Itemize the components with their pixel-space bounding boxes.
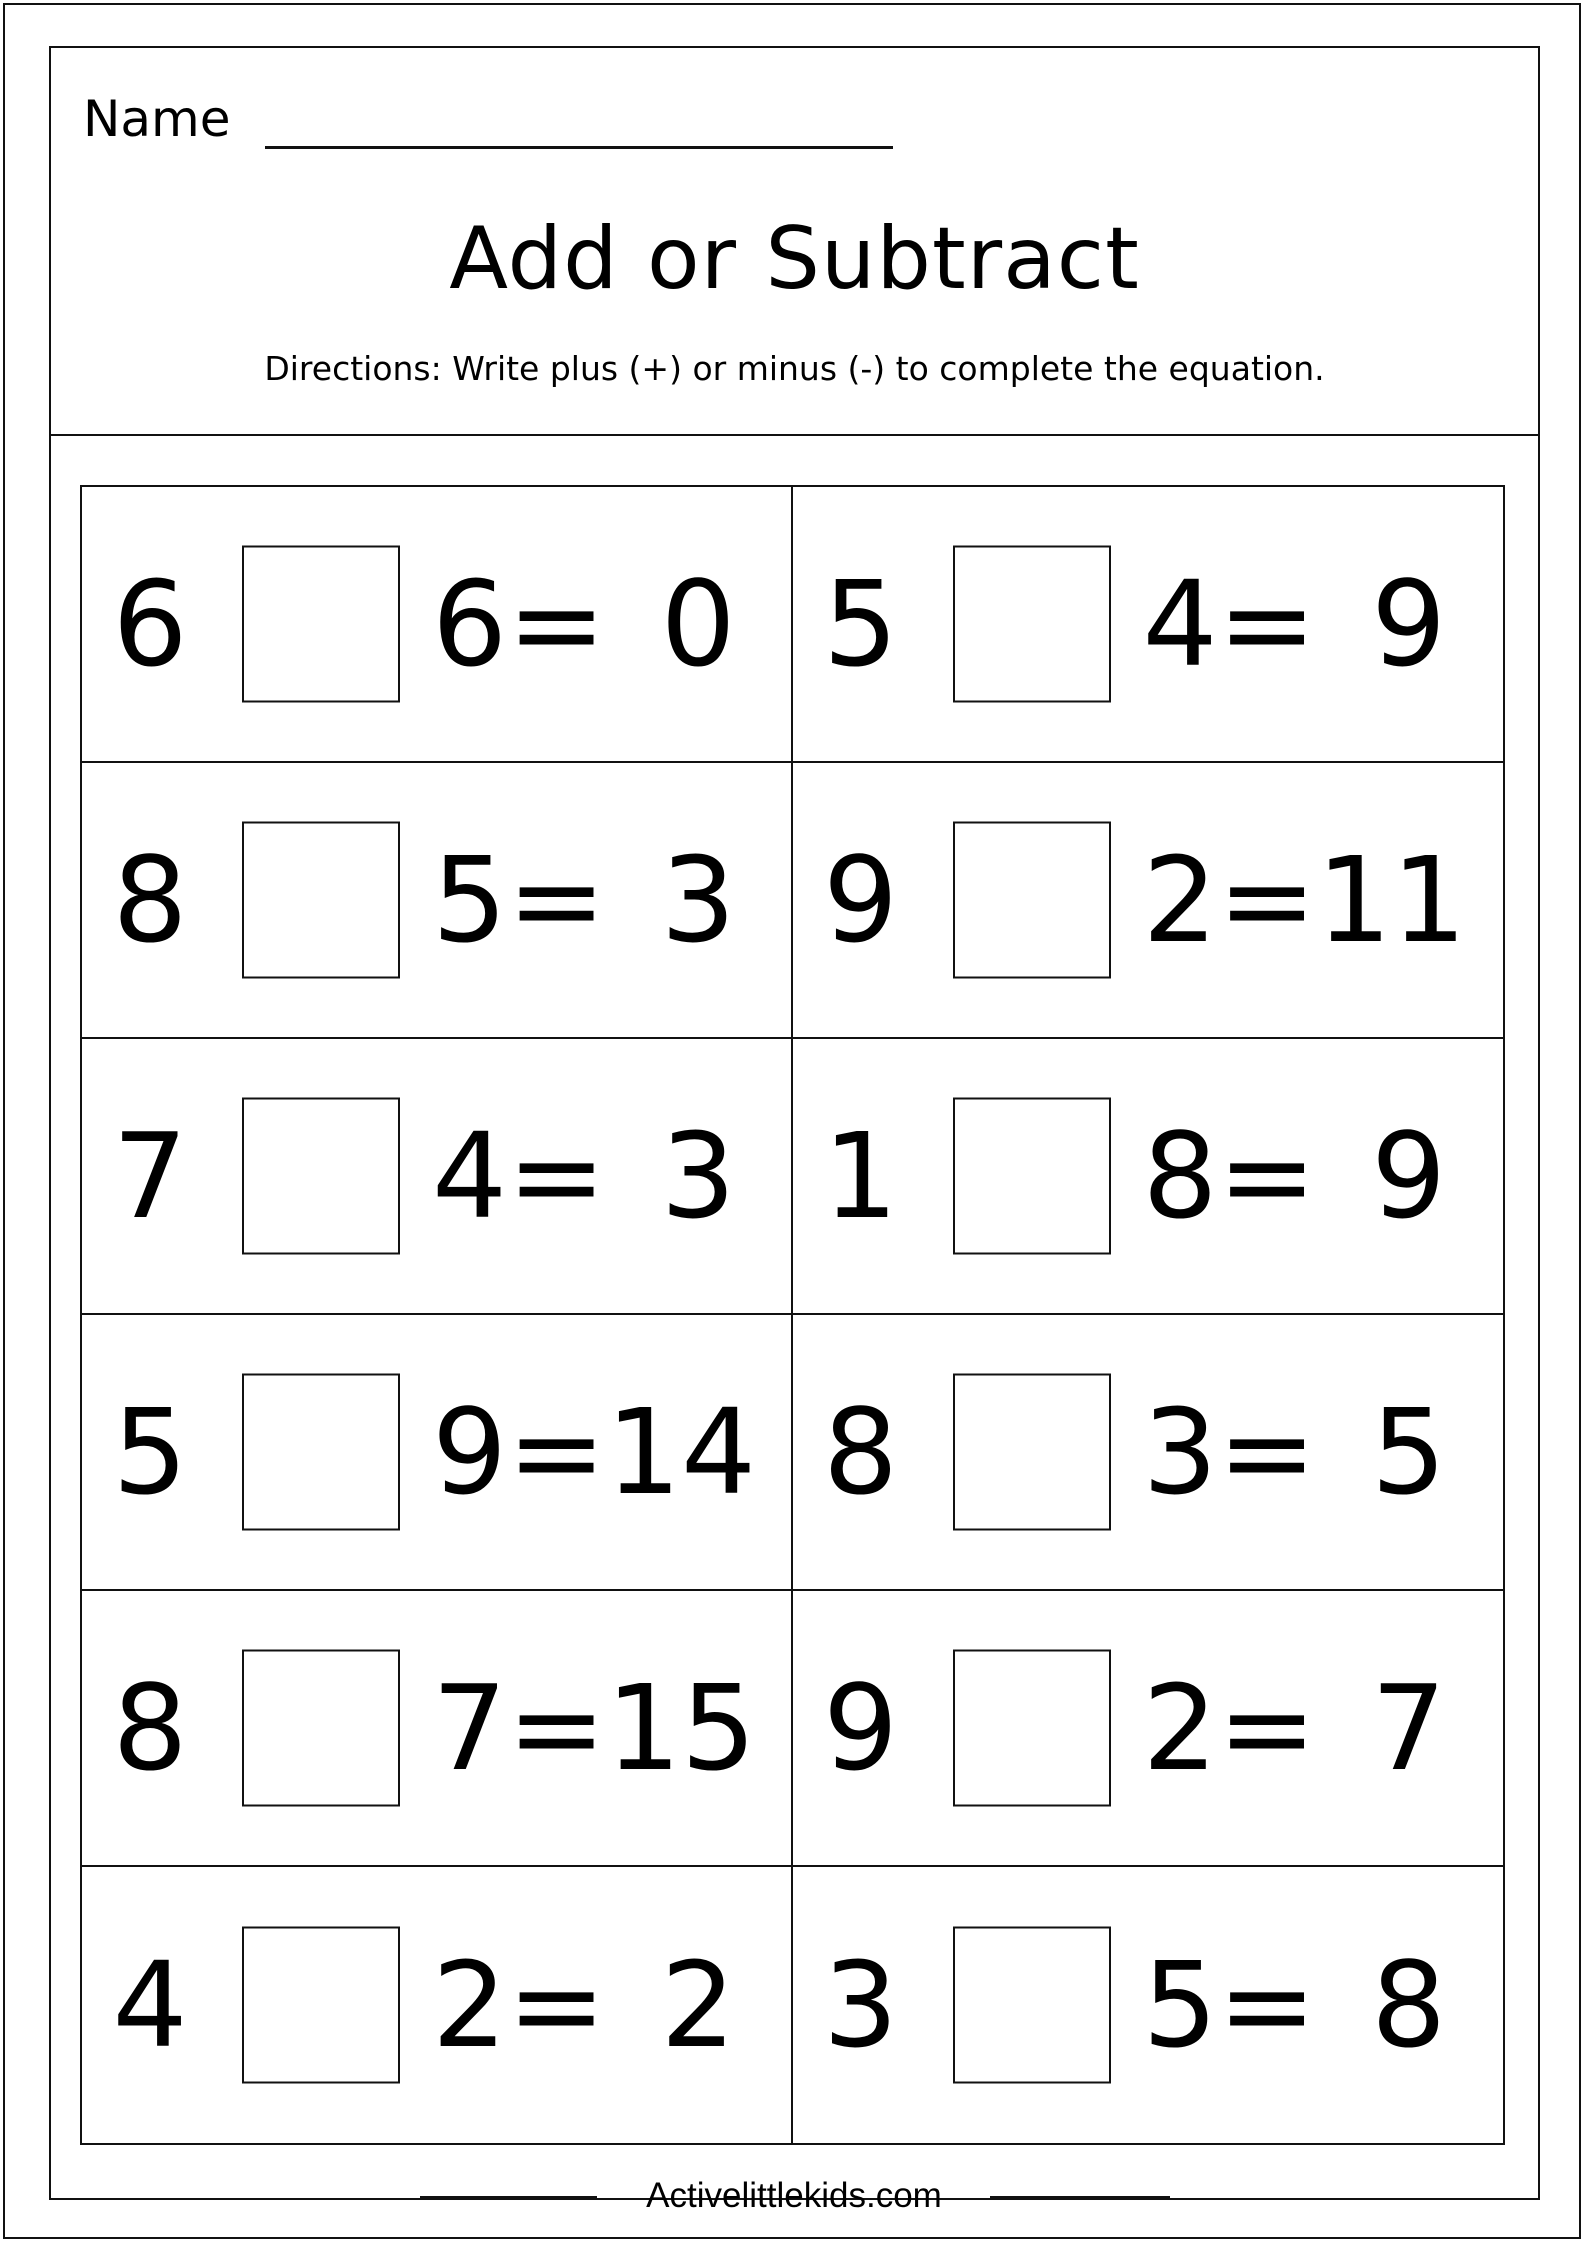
- equation-rhs: [432, 1659, 757, 1797]
- equation-rhs: [1142, 555, 1447, 693]
- equation-rhs: [1142, 831, 1467, 969]
- operator-answer-box[interactable]: [953, 1374, 1111, 1531]
- name-label: Name: [83, 90, 231, 148]
- equals-sign: =: [1217, 831, 1317, 969]
- footer-divider-right: [990, 2196, 1170, 2198]
- equals-sign: =: [1217, 1383, 1317, 1521]
- problem-cell: [82, 487, 793, 763]
- operator-answer-box[interactable]: [953, 546, 1111, 703]
- equals-sign: =: [507, 1936, 606, 2074]
- second-number: 4: [1142, 555, 1218, 693]
- second-number: 7: [432, 1659, 508, 1797]
- problem-cell: [82, 1591, 793, 1867]
- equals-sign: =: [507, 1659, 606, 1797]
- problem-cell: [82, 1315, 793, 1591]
- equals-sign: =: [507, 1383, 606, 1521]
- equation-rhs: [432, 831, 736, 969]
- result-number: 3: [660, 1107, 736, 1245]
- result-number: 5: [1371, 1383, 1447, 1521]
- equation-rhs: [1142, 1659, 1447, 1797]
- first-number: 9: [822, 831, 899, 969]
- equals-sign: =: [1217, 555, 1317, 693]
- second-number: 5: [1142, 1936, 1218, 2074]
- result-number: 15: [605, 1659, 757, 1797]
- equals-sign: =: [507, 555, 606, 693]
- problem-cell: [793, 1867, 1504, 2143]
- directions-text: Directions: Write plus (+) or minus (-) to complete the equation.: [264, 349, 1325, 388]
- problem-cell: [82, 1039, 793, 1315]
- operator-answer-box[interactable]: [953, 1098, 1111, 1255]
- operator-answer-box[interactable]: [953, 1650, 1111, 1807]
- second-number: 9: [432, 1383, 508, 1521]
- second-number: 2: [1142, 1659, 1218, 1797]
- equals-sign: =: [1217, 1107, 1317, 1245]
- result-number: 9: [1371, 1107, 1447, 1245]
- result-number: 9: [1371, 555, 1447, 693]
- equation-rhs: [432, 1936, 736, 2074]
- result-number: 2: [660, 1936, 736, 2074]
- result-number: 11: [1316, 831, 1467, 969]
- second-number: 4: [432, 1107, 508, 1245]
- result-number: 8: [1371, 1936, 1447, 2074]
- result-number: 3: [660, 831, 736, 969]
- operator-answer-box[interactable]: [242, 1927, 400, 2084]
- equation-rhs: [1142, 1936, 1447, 2074]
- operator-answer-box[interactable]: [242, 1098, 400, 1255]
- first-number: 8: [822, 1383, 899, 1521]
- operator-answer-box[interactable]: [953, 822, 1111, 979]
- second-number: 2: [1142, 831, 1218, 969]
- second-number: 6: [432, 555, 508, 693]
- problem-cell: [82, 1867, 793, 2143]
- equation-rhs: [1142, 1107, 1447, 1245]
- first-number: 1: [822, 1107, 899, 1245]
- problem-cell: [793, 1315, 1504, 1591]
- equals-sign: =: [1217, 1936, 1317, 2074]
- first-number: 6: [112, 555, 188, 693]
- name-write-line[interactable]: [265, 146, 893, 149]
- operator-answer-box[interactable]: [242, 546, 400, 703]
- equals-sign: =: [507, 831, 606, 969]
- second-number: 3: [1142, 1383, 1218, 1521]
- result-number: 14: [605, 1383, 757, 1521]
- problem-cell: [793, 763, 1504, 1039]
- first-number: 8: [112, 1659, 188, 1797]
- second-number: 5: [432, 831, 508, 969]
- problem-cell: [82, 763, 793, 1039]
- problem-cell: [793, 1591, 1504, 1867]
- problem-grid: [80, 485, 1505, 2145]
- first-number: 4: [112, 1936, 188, 2074]
- equation-rhs: [1142, 1383, 1447, 1521]
- operator-answer-box[interactable]: [953, 1927, 1111, 2084]
- operator-answer-box[interactable]: [242, 822, 400, 979]
- first-number: 5: [112, 1383, 188, 1521]
- second-number: 8: [1142, 1107, 1218, 1245]
- equation-rhs: [432, 555, 736, 693]
- operator-answer-box[interactable]: [242, 1374, 400, 1531]
- first-number: 5: [822, 555, 899, 693]
- problem-cell: [793, 1039, 1504, 1315]
- equals-sign: =: [1217, 1659, 1317, 1797]
- result-number: 7: [1371, 1659, 1447, 1797]
- first-number: 8: [112, 831, 188, 969]
- equation-rhs: [432, 1383, 757, 1521]
- first-number: 7: [112, 1107, 188, 1245]
- equation-rhs: [432, 1107, 736, 1245]
- first-number: 9: [822, 1659, 899, 1797]
- equals-sign: =: [507, 1107, 606, 1245]
- second-number: 2: [432, 1936, 508, 2074]
- operator-answer-box[interactable]: [242, 1650, 400, 1807]
- result-number: 0: [660, 555, 736, 693]
- footer-site-credit: Activelittlekids.com: [646, 2176, 942, 2215]
- first-number: 3: [822, 1936, 899, 2074]
- page-title: Add or Subtract: [449, 209, 1140, 309]
- worksheet-header: [49, 46, 1540, 436]
- problem-cell: [793, 487, 1504, 763]
